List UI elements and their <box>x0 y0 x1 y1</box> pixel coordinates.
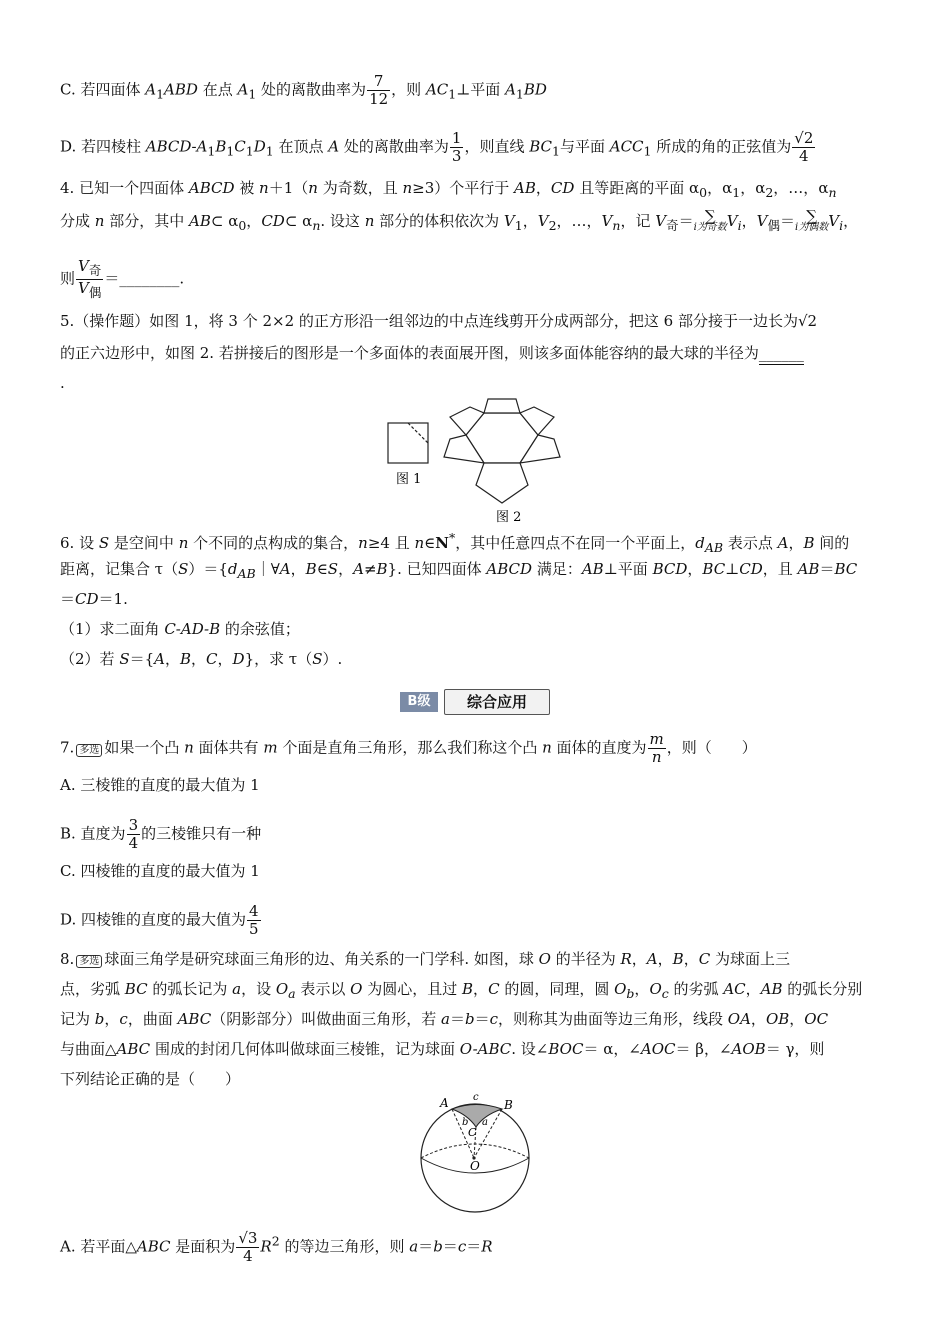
sphere-figure <box>410 1090 540 1215</box>
multi-select-tag: 多选 <box>76 955 102 968</box>
fraction: $\frac{7}{12}$ <box>369 72 389 108</box>
ratio-fraction: $\frac{V_奇}{V_偶}$ <box>78 257 102 300</box>
q6-part-2: （2）若 S＝{A，B，C，D}，求 τ（S）. <box>60 650 343 668</box>
figure-1-caption: 图 1 <box>396 472 422 487</box>
q6-line-3: ＝CD＝1. <box>60 590 128 608</box>
q8-line-2: 点，劣弧 BC 的弧长记为 a，设 $O_a$ 表示以 O 为圆心，且过 B，C 的圆，同理，圆 $O_b$，$O_c$ 的劣弧 AC，AB 的弧长分别 <box>60 980 863 1001</box>
label-b: B <box>504 1098 513 1112</box>
q4-line-3: 则 $\frac{V_奇}{V_偶}$ ＝________. <box>60 257 185 300</box>
section-title: 综合应用 <box>444 689 550 715</box>
q6-line-1: 6. 设 S 是空间中 n 个不同的点构成的集合，n≥4 且 n∈N*，其中任意四点不在同一个平面上，$d_{AB}$ 表示点 A，B 间的 <box>60 530 850 555</box>
q7-option-b: B. 直度为 $\frac{3}{4}$ 的三棱锥只有一种 <box>60 816 262 852</box>
figure-2-net <box>444 399 560 503</box>
option-d-line: D. 若四棱柱 ABCD-$A_1B_1C_1D_1$ 在顶点 A 处的离散曲率为 $\frac{1}{3}$ ，则直线 $BC_1$与平面 $ACC_1$ 所成的角的正弦值为 $\frac{√2}{4}$ <box>60 129 814 165</box>
answer-blank: ________ <box>119 269 180 288</box>
fraction: $\frac{√3}{4}$ <box>238 1229 258 1265</box>
q5-line-2: 的正六边形中，如图 2. 若拼接后的图形是一个多面体的表面展开图，则该多面体能容纳的最大球的半径为______ <box>60 342 804 365</box>
q7-option-d: D. 四棱锥的直度的最大值为 $\frac{4}{5}$ <box>60 902 259 938</box>
fraction: $\frac{√2}{4}$ <box>794 129 814 165</box>
q7-option-c: C. 四棱锥的直度的最大值为 1 <box>60 862 260 880</box>
fraction: $\frac{m}{n}$ <box>649 730 664 766</box>
fraction: $\frac{1}{3}$ <box>451 129 462 165</box>
q8-line-5: 下列结论正确的是（ ） <box>60 1070 241 1088</box>
q4-line-1: 4. 已知一个四面体 ABCD 被 n＋1（n 为奇数，且 n≥3）个平行于 AB，CD 且等距离的平面 $\alpha_0$，$\alpha_1$，$\alpha_2$，…，$\alpha_n$ <box>60 179 837 200</box>
q7-stem: 7. 多选 如果一个凸 n 面体共有 m 个面是直角三角形，那么我们称这个凸 n 面体的直度为 $\frac{m}{n}$ ，则（ ） <box>60 730 757 766</box>
q7-option-a: A. 三棱锥的直度的最大值为 1 <box>60 776 260 794</box>
q8-option-a: A. 若平面△ABC 是面积为 $\frac{√3}{4}$ $R^2$ 的等边三角形，则 a＝b＝c＝R <box>60 1229 493 1265</box>
q5-line-1: 5.（操作题）如图 1，将 3 个 2×2 的正方形沿一组邻边的中点连线剪开分成两部分，把这 6 部分接于一边长为√2 <box>60 312 818 330</box>
q4-line-2: 分成 n 部分，其中 AB⊂ $\alpha_0$，CD⊂ $\alpha_n$. 设这 n 部分的体积依次为 $V_1$，$V_2$，…，$V_n$，记 $V_奇=$ ∑ i为奇数 $V_i$，$V_偶=$ ∑ i为偶数 $V_i$， <box>60 207 859 233</box>
answer-blank: ______ <box>759 342 804 365</box>
multi-select-tag: 多选 <box>76 744 102 757</box>
arc-label-b: b <box>462 1117 469 1128</box>
option-c-line: C. 若四面体 $A_1ABD$ 在点 $A_1$ 处的离散曲率为 $\frac{7}{12}$ ，则 $AC_1\perp$平面 $A_1BD$ <box>60 72 547 108</box>
arc-label-a: a <box>482 1117 488 1128</box>
equator-back <box>421 1144 529 1158</box>
figure-2-caption: 图 2 <box>496 510 522 525</box>
sum-odd: ∑ i为奇数 <box>693 207 727 233</box>
q6-line-2: 距离，记集合 $\tau(S)=\{d_{AB}|\forall A$，B∈S，A≠B}. 已知四面体 ABCD 满足：AB⊥平面 BCD，BC⊥CD，且 AB＝BC <box>60 560 858 581</box>
fraction: $\frac{4}{5}$ <box>249 902 259 938</box>
q8-line-3: 记为 b，c，曲面 ABC（阴影部分）叫做曲面三角形，若 a＝b＝c，则称其为曲面等边三角形，线段 OA，OB，OC <box>60 1010 829 1028</box>
q5-figures <box>380 395 580 525</box>
label-c: C <box>468 1126 477 1139</box>
q5-line-3: . <box>60 374 65 392</box>
label-o: O <box>470 1159 480 1173</box>
section-banner <box>400 689 550 715</box>
curved-triangle-shaded <box>452 1105 502 1128</box>
label-a: A <box>440 1096 449 1110</box>
q8-line-1: 8. 多选 球面三角学是研究球面三角形的边、角关系的一门学科. 如图，球 O 的半径为 R，A，B，C 为球面上三 <box>60 950 790 968</box>
q8-line-4: 与曲面△ABC 围成的封闭几何体叫做球面三棱锥，记为球面 O-ABC. 设∠BOC＝ α，∠AOC＝ β，∠AOB＝ γ，则 <box>60 1040 825 1058</box>
figure-1-square <box>388 423 428 463</box>
section-level: B级 <box>400 692 438 712</box>
sum-even: ∑ i为偶数 <box>795 207 829 233</box>
fraction: $\frac{3}{4}$ <box>128 816 139 852</box>
q6-part-1: （1）求二面角 C-AD-B 的余弦值； <box>60 620 300 638</box>
arc-label-c: c <box>473 1092 479 1103</box>
